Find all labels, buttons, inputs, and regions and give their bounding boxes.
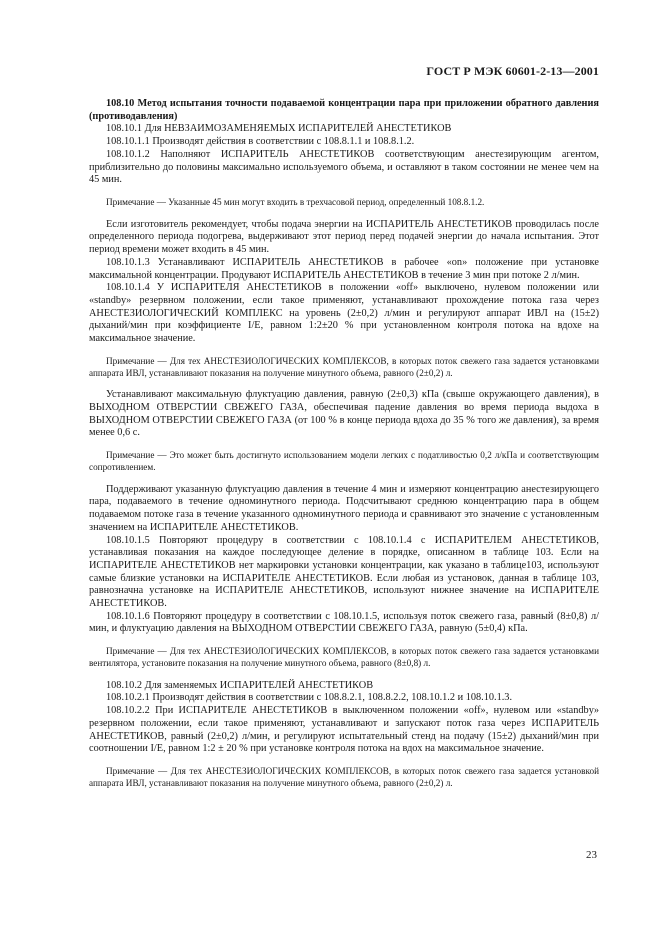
note: Примечание — Для тех АНЕСТЕЗИОЛОГИЧЕСКИХ КОМПЛЕКСОВ, в которых поток свежего газа задается установкой аппарата ИВЛ, устанавливают показания на получение минутного объема, равного (2±0,2) л. xyxy=(89,766,599,788)
paragraph: 108.10.1.4 У ИСПАРИТЕЛЯ АНЕСТЕТИКОВ в положении «off» выключено, нулевом положении или «standby» резервном положении, если такое применяют, устанавливают прохождение потока газа через АНЕСТЕЗИОЛОГИЧЕСКИЙ КОМПЛЕКС на уровень (2±0,2) л/мин и регулируют аппарат ИВЛ на (15±2) дыханий/мин при коэффициенте I/E, равном 1:2±20 % при установленном контроля потока на вдохе на максимальное значение. xyxy=(89,282,599,345)
note: Примечание — Указанные 45 мин могут входить в трехчасовой период, определенный 108.8.1.2. xyxy=(106,196,485,207)
paragraph: Если изготовитель рекомендует, чтобы подача энергии на ИСПАРИТЕЛЬ АНЕСТЕТИКОВ проводилась после определенного периода подогрева, выдерживают этот период перед подачей энергии до начала испытания. Этот период времени может входить в 45 мин. xyxy=(89,218,599,256)
note: Примечание — Для тех АНЕСТЕЗИОЛОГИЧЕСКИХ КОМПЛЕКСОВ, в которых поток свежего газа задается установками вентилятора, установите показания на получение минутного объема, равного (8±0,8) л. xyxy=(89,646,599,668)
note: Примечание — Для тех АНЕСТЕЗИОЛОГИЧЕСКИХ КОМПЛЕКСОВ, в которых поток свежего газа задается установками аппарата ИВЛ, устанавливают показания на получение минутного объема, равного (2±0,2) л. xyxy=(89,355,599,378)
paragraph: 108.10.1.2 Наполняют ИСПАРИТЕЛЬ АНЕСТЕТИКОВ соответствующим анестезирующим агентом, приблизительно до половины максимально используемого объема, и оставляют в таком состоянии не менее чем на 45 мин. xyxy=(89,148,599,186)
page-number: 23 xyxy=(586,849,597,861)
paragraph: 108.10.2.2 При ИСПАРИТЕЛЕ АНЕСТЕТИКОВ в выключенном положении «off», нулевом или «standby» резервном положении, если такое применяют, устанавливают и запускают поток газа через ИСПАРИТЕЛЬ АНЕСТЕТИКОВ, равный (2±0,2) л/мин, и регулируют испытательный стенд на подачу (15±2) дыханий/мин при соотношении I/E, равном 1:2 ± 20 % при установке контроля потока на вдох на максимальное значение. xyxy=(89,705,599,755)
section-heading: 108.10 Метод испытания точности подаваемой концентрации пара при приложении обратного давления (противодавления) xyxy=(89,98,599,122)
paragraph: 108.10.1.3 Устанавливают ИСПАРИТЕЛЬ АНЕСТЕТИКОВ в рабочее «on» положение при установке максимальной концентрации. Продувают ИСПАРИТЕЛЬ АНЕСТЕТИКОВ в течение 3 мин при потоке 2 л/мин. xyxy=(89,256,599,281)
note: Примечание — Это может быть достигнуто использованием модели легких с податливостью 0,2 л/кПа и соответствующим сопротивлением. xyxy=(89,450,599,472)
paragraph: 108.10.1.1 Производят действия в соответствии с 108.8.1.1 и 108.8.1.2. xyxy=(106,136,415,148)
paragraph: 108.10.1 Для НЕВЗАИМОЗАМЕНЯЕМЫХ ИСПАРИТЕЛЕЙ АНЕСТЕТИКОВ xyxy=(106,123,452,135)
paragraph: 108.10.1.6 Повторяют процедуру в соответствии с 108.10.1.5, используя поток свежего газа, равный (8±0,8) л/мин, и флуктуацию давления на ВЫХОДНОМ ОТВЕРСТИИ СВЕЖЕГО ГАЗА, равную (5±0,4) кПа. xyxy=(89,610,599,635)
page-header: ГОСТ Р МЭК 60601-2-13—2001 xyxy=(426,64,599,78)
paragraph: Поддерживают указанную флуктуацию давления в течение 4 мин и измеряют концентрацию анестезирующего пара, подаваемого в течение одноминутного периода. Подсчитывают среднюю концентрацию пара в общем подаваемом потоке газа в течение указанного одноминутного периода и сравнивают это значение с установленным значением на ИСПАРИТЕЛЕ АНЕСТЕТИКОВ. xyxy=(89,483,599,533)
paragraph: 108.10.1.5 Повторяют процедуру в соответствии с 108.10.1.4 с ИСПАРИТЕЛЕМ АНЕСТЕТИКОВ, устанавливая показания на каждое последующее деление в порядке, описанном в таблице 103. Если на ИСПАРИТЕЛЕ АНЕСТЕТИКОВ нет маркировки установки концентрации, как указано в таблице103, используют самые близкие установки на ИСПАРИТЕЛЕ АНЕСТЕТИКОВ. Если любая из установок, данная в таблице 103, равнозначна установке на ИСПАРИТЕЛЕ АНЕСТЕТИКОВ, используют нижнее значение на ИСПАРИТЕЛЕ АНЕСТЕТИКОВ. xyxy=(89,534,599,610)
paragraph: 108.10.2.1 Производят действия в соответствии с 108.8.2.1, 108.8.2.2, 108.10.1.2 и 108.10.1.3. xyxy=(106,692,513,704)
document-body xyxy=(89,98,599,800)
paragraph: 108.10.2 Для заменяемых ИСПАРИТЕЛЕЙ АНЕСТЕТИКОВ xyxy=(106,679,374,691)
section-title: Метод испытания точности подаваемой концентрации пара при приложении обратного давления (противодавления) xyxy=(89,98,599,122)
paragraph: Устанавливают максимальную флуктуацию давления, равную (2±0,3) кПа (свыше окружающего давления), в ВЫХОДНОМ ОТВЕРСТИИ СВЕЖЕГО ГАЗА, обеспечивая падение давления во время периода выдоха в ВЫХОДНОМ ОТВЕРСТИИ СВЕЖЕГО ГАЗА (от 100 % в конце периода вдоха до 35 % того же давления), за время менее 0,6 с. xyxy=(89,389,599,439)
